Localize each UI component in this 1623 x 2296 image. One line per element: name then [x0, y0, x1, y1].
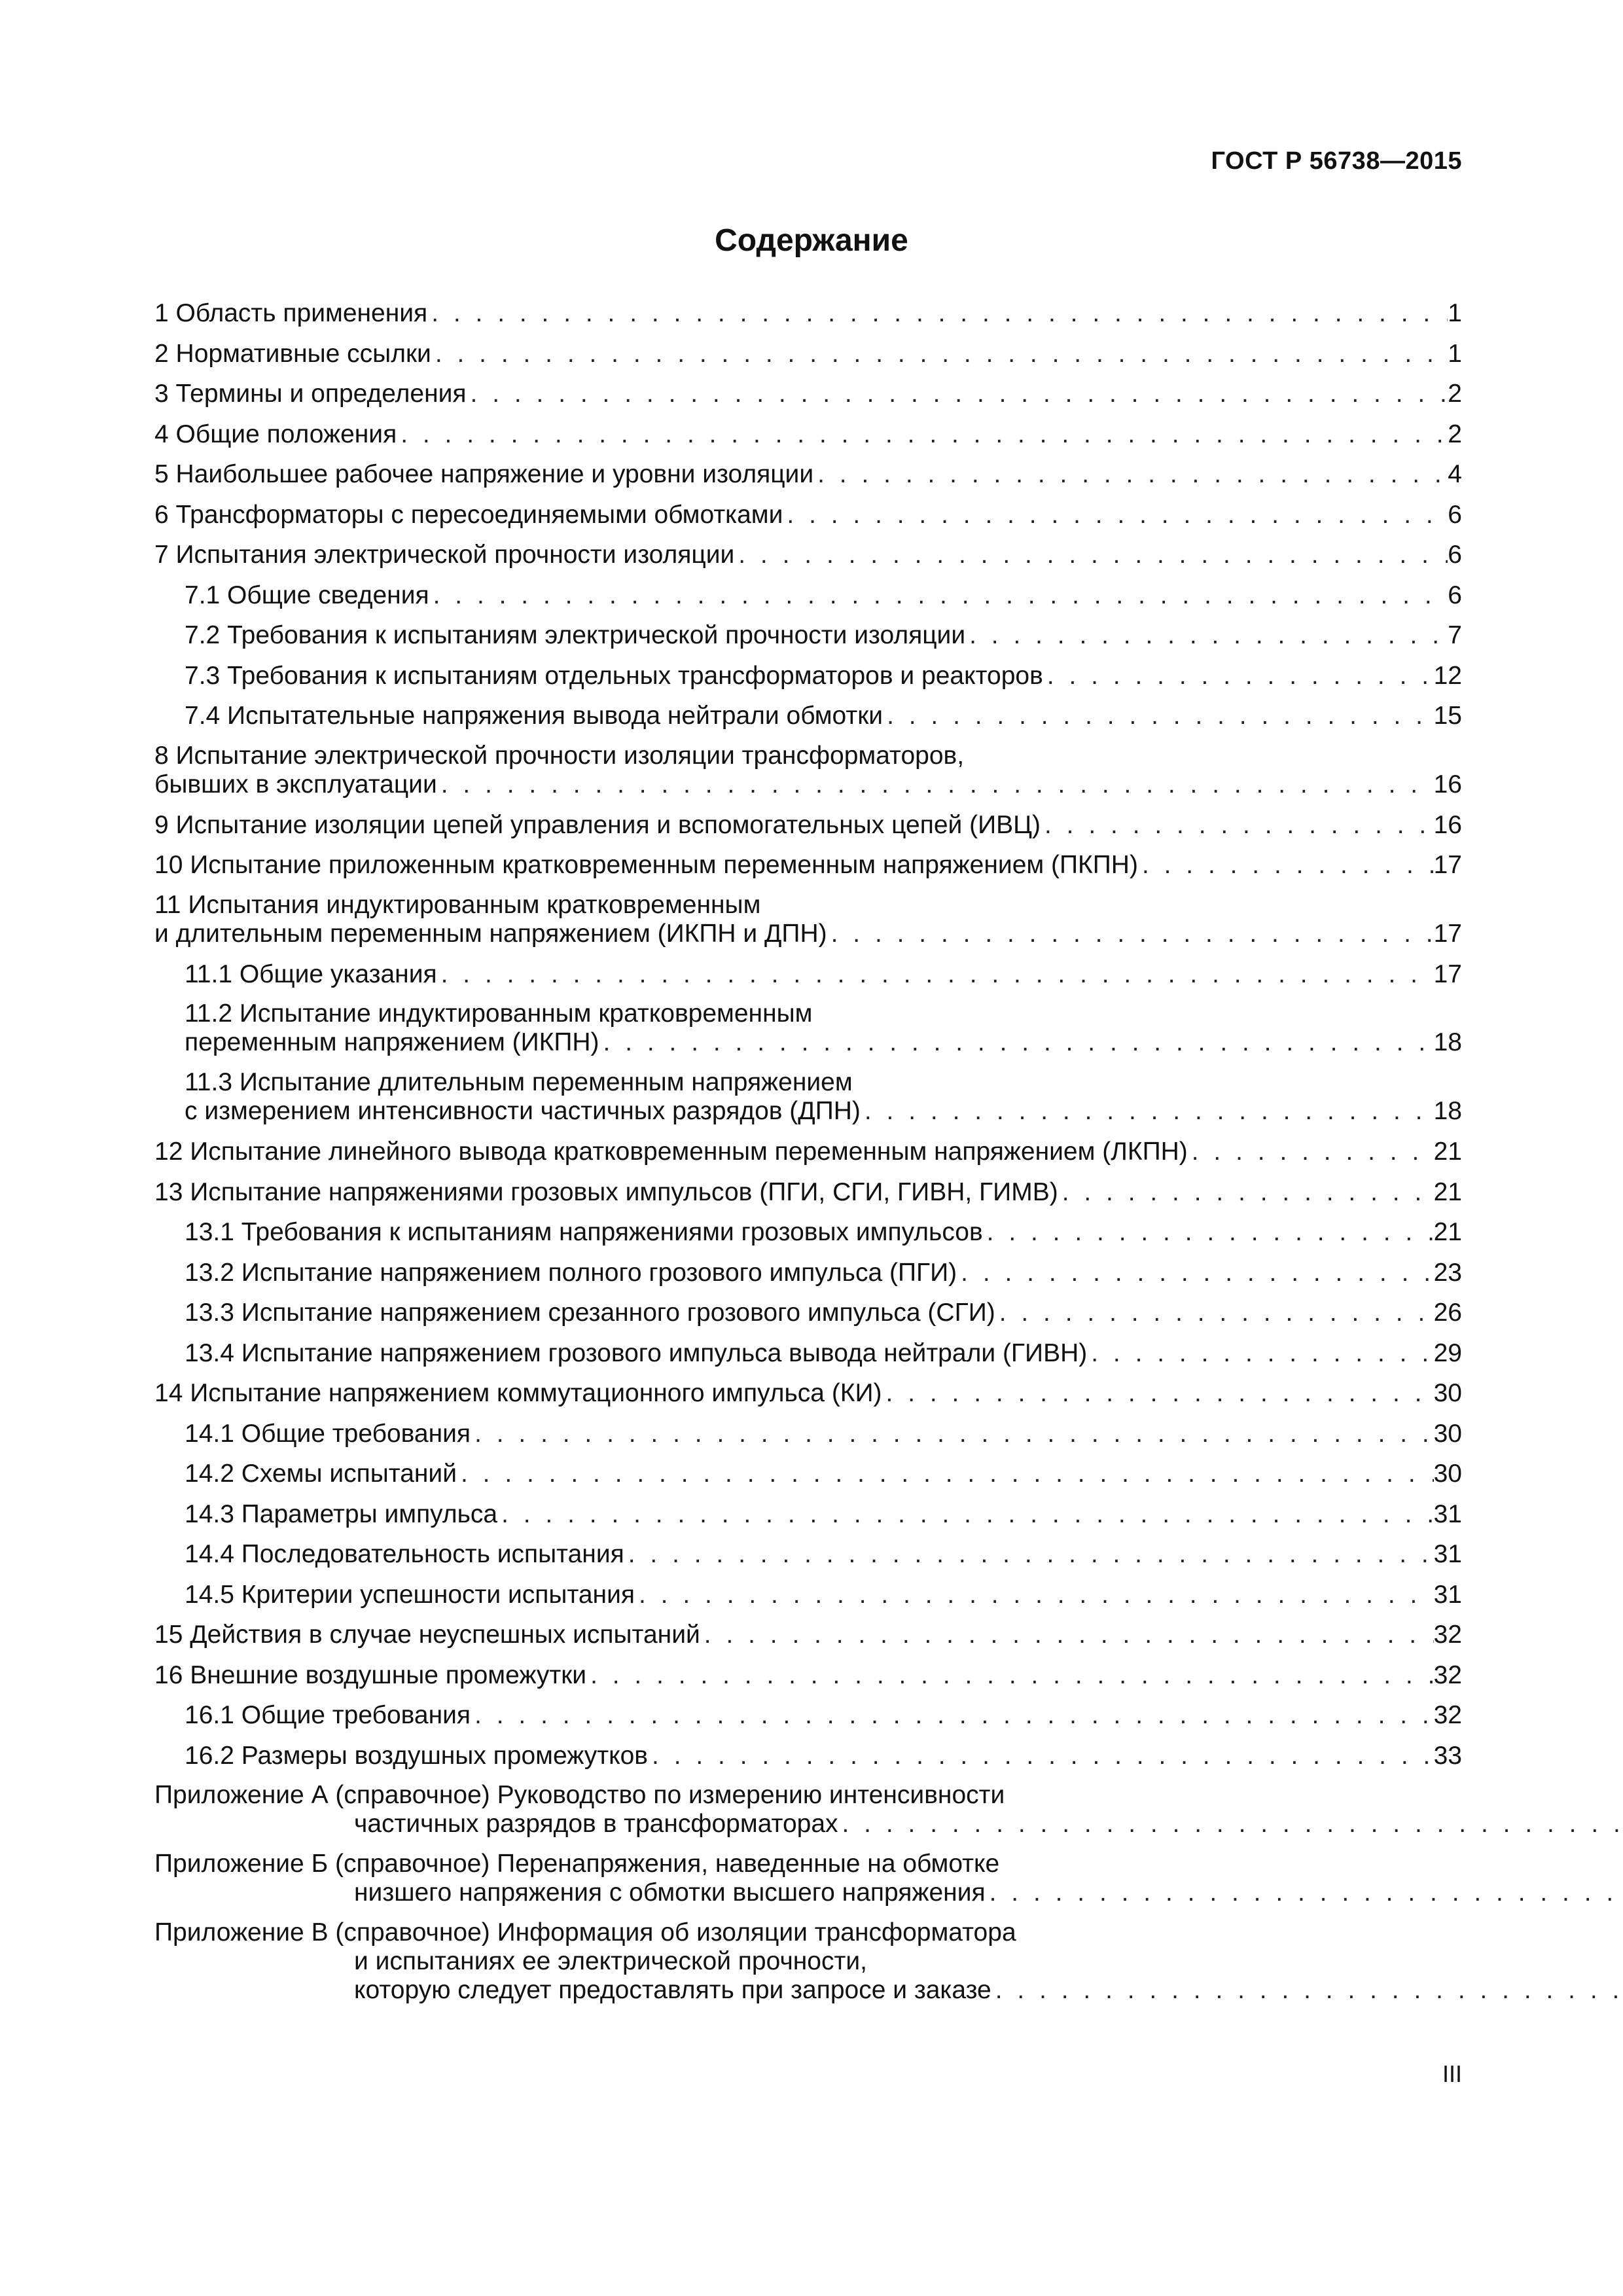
page-number: 7: [1448, 621, 1462, 649]
toc-entry-11-1[interactable]: 11.1 Общие указания . . . 17: [154, 954, 1462, 995]
page-number: 2: [1448, 420, 1462, 448]
page-number: 23: [1433, 1258, 1462, 1287]
page-number: 32: [1433, 1660, 1462, 1689]
toc-entry-11-3[interactable]: 11.3 Испытание длительным переменным напряжением с измерением интенсивности частичных разрядов (ДПН) . . . 18: [154, 1063, 1462, 1132]
page-number: 31: [1433, 1540, 1462, 1568]
page-number: 17: [1433, 919, 1462, 948]
toc-entry-7[interactable]: 7 Испытания электрической прочности изоляции . . . 6: [154, 535, 1462, 575]
page-number: 30: [1433, 1460, 1462, 1488]
page-number: 6: [1448, 541, 1462, 569]
page-number: 16: [1433, 770, 1462, 798]
toc-entry-14-5[interactable]: 14.5 Критерии успешности испытания . . . 31: [154, 1575, 1462, 1615]
page-number: 21: [1433, 1138, 1462, 1166]
toc-entry-11[interactable]: 11 Испытания индуктированным кратковременным и длительным переменным напряжением (ИКПН и ДПН) . . . 17: [154, 886, 1462, 954]
page-number: 26: [1433, 1299, 1462, 1327]
toc-entry-6[interactable]: 6 Трансформаторы с пересоединяемыми обмотками . . . 6: [154, 495, 1462, 535]
page-number: 6: [1448, 500, 1462, 529]
toc-entry-13-4[interactable]: 13.4 Испытание напряжением грозового импульса вывода нейтрали (ГИВН) . . . 29: [154, 1333, 1462, 1374]
page-number: 31: [1433, 1580, 1462, 1609]
toc-entry-1[interactable]: 1 Область применения . . . 1: [154, 293, 1462, 334]
page-number: 17: [1433, 960, 1462, 988]
toc-entry-14-4[interactable]: 14.4 Последовательность испытания . . . 31: [154, 1534, 1462, 1575]
toc-entry-12[interactable]: 12 Испытание линейного вывода кратковременным переменным напряжением (ЛКПН) . . . 21: [154, 1132, 1462, 1172]
page-number: 30: [1433, 1379, 1462, 1407]
page-number: 2: [1448, 380, 1462, 408]
page-number: 32: [1433, 1621, 1462, 1649]
toc-entry-9[interactable]: 9 Испытание изоляции цепей управления и вспомогательных цепей (ИВЦ) . . . 16: [154, 805, 1462, 846]
page-number: 18: [1433, 1028, 1462, 1056]
page-title: Содержание: [715, 223, 908, 258]
toc-entry-15[interactable]: 15 Действия в случае неуспешных испытаний . . . 32: [154, 1615, 1462, 1655]
toc-entry-7-2[interactable]: 7.2 Требования к испытаниям электрической прочности изоляции . . . 7: [154, 615, 1462, 656]
toc-entry-16-2[interactable]: 16.2 Размеры воздушных промежутков . . . 33: [154, 1736, 1462, 1776]
page-number: 15: [1433, 702, 1462, 730]
toc-entry-16[interactable]: 16 Внешние воздушные промежутки . . . 32: [154, 1655, 1462, 1696]
table-of-contents: [154, 293, 1462, 2011]
page-number-footer: III: [1442, 2060, 1462, 2087]
toc-entry-16-1[interactable]: 16.1 Общие требования . . . 32: [154, 1695, 1462, 1736]
page-number: 31: [1433, 1499, 1462, 1528]
page-number: 4: [1448, 460, 1462, 488]
page-number: 33: [1433, 1741, 1462, 1770]
toc-entry-13-3[interactable]: 13.3 Испытание напряжением срезанного грозового импульса (СГИ) . . . 26: [154, 1293, 1462, 1333]
toc-appendix-b[interactable]: Приложение Б (справочное) Перенапряжения, наведенные на обмотке низшего напряжения с обмотки высшего напряжения . . .: [154, 1844, 1462, 1913]
page-number: 16: [1433, 810, 1462, 839]
page-number: 1: [1448, 339, 1462, 368]
page-number: 1: [1448, 299, 1462, 327]
toc-entry-13-2[interactable]: 13.2 Испытание напряжением полного грозового импульса (ПГИ) . . . 23: [154, 1253, 1462, 1293]
page-number: 17: [1433, 851, 1462, 879]
toc-entry-14-3[interactable]: 14.3 Параметры импульса . . . 31: [154, 1494, 1462, 1535]
page-number: 21: [1433, 1177, 1462, 1206]
toc-entry-3[interactable]: 3 Термины и определения . . . 2: [154, 374, 1462, 414]
toc-entry-11-2[interactable]: 11.2 Испытание индуктированным кратковременным переменным напряжением (ИКПН) . . . 18: [154, 994, 1462, 1063]
toc-entry-14-1[interactable]: 14.1 Общие требования . . . 30: [154, 1414, 1462, 1454]
page-number: 12: [1433, 661, 1462, 690]
standard-code: ГОСТ Р 56738—2015: [1211, 147, 1462, 175]
toc-entry-14[interactable]: 14 Испытание напряжением коммутационного импульса (КИ) . . . 30: [154, 1373, 1462, 1414]
toc-entry-10[interactable]: 10 Испытание приложенным кратковременным переменным напряжением (ПКПН) . . . 17: [154, 845, 1462, 886]
page-number: 29: [1433, 1338, 1462, 1367]
page-number: 32: [1433, 1701, 1462, 1729]
toc-entry-8[interactable]: 8 Испытание электрической прочности изоляции трансформаторов, бывших в эксплуатации . . . 16: [154, 736, 1462, 805]
toc-entry-13[interactable]: 13 Испытание напряжениями грозовых импульсов (ПГИ, СГИ, ГИВН, ГИМВ) . . . 21: [154, 1172, 1462, 1213]
toc-entry-2[interactable]: 2 Нормативные ссылки . . . 1: [154, 334, 1462, 374]
page-number: 21: [1433, 1218, 1462, 1246]
toc-entry-5[interactable]: 5 Наибольшее рабочее напряжение и уровни изоляции . . . 4: [154, 454, 1462, 495]
toc-entry-13-1[interactable]: 13.1 Требования к испытаниям напряжениями грозовых импульсов . . . 21: [154, 1212, 1462, 1253]
toc-entry-7-4[interactable]: 7.4 Испытательные напряжения вывода нейтрали обмотки . . . 15: [154, 696, 1462, 736]
toc-appendix-a[interactable]: Приложение А (справочное) Руководство по измерению интенсивности частичных разрядов в трансформаторах . . .: [154, 1776, 1462, 1844]
toc-entry-4[interactable]: 4 Общие положения . . . 2: [154, 414, 1462, 455]
toc-appendix-v[interactable]: Приложение В (справочное) Информация об изоляции трансформатора и испытаниях ее электрической прочности, которую следует предоставлять при запросе и заказе . . .: [154, 1913, 1462, 2011]
page-number: 18: [1433, 1097, 1462, 1125]
page-number: 30: [1433, 1419, 1462, 1448]
toc-entry-7-1[interactable]: 7.1 Общие сведения . . . 6: [154, 575, 1462, 616]
toc-entry-14-2[interactable]: 14.2 Схемы испытаний . . . 30: [154, 1454, 1462, 1494]
page-number: 6: [1448, 581, 1462, 609]
toc-entry-7-3[interactable]: 7.3 Требования к испытаниям отдельных трансформаторов и реакторов . . . 12: [154, 656, 1462, 696]
